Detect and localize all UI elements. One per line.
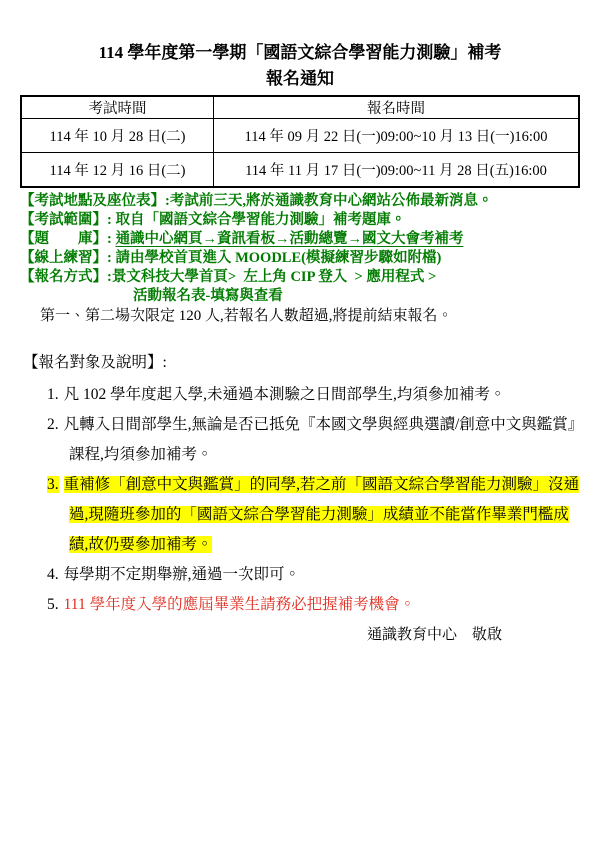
info-label: 【報名方式】: [20,268,112,285]
table-row [21,119,579,153]
item-text-highlighted: 重補修「創意中文與鑑賞」的同學,若之前「國語文綜合學習能力測驗」沒通過,現隨班參加的「國語文綜合學習能力測驗」成績並不能當作畢業門檻成績,故仍要參加補考。 [63,475,580,553]
question-bank-path: 通識中心網頁→資訊看板→活動總覽→國文大會考補考 [115,230,464,247]
item-number: 3. [47,475,59,493]
info-label: 【題 庫】: [20,230,116,247]
info-line-registration-method [20,268,580,287]
exam-time-cell: 114 年 10 月 28 日(二) [21,119,214,153]
signature: 通識教育中心 敬啟 [366,626,502,643]
item-number: 1. [47,385,59,403]
title-line-2: 報名通知 [266,69,334,88]
column-header-registration-time: 報名時間 [214,96,580,119]
title-line-1: 114 學年度第一學期「國語文綜合學習能力測驗」補考 [98,43,502,62]
item-text-red: 111 學年度入學的應屆畢業生請務必把握補考機會。 [63,595,416,613]
registration-time-cell: 114 年 11 月 17 日(一)09:00~11 月 28 日(五)16:00 [214,153,580,187]
table-header-row [21,96,579,119]
document-title [20,40,580,92]
info-label: 【考試地點及座位表】: [20,192,170,209]
list-item-highlighted [20,470,580,560]
capacity-note: 第一、第二場次限定 120 人,若報名人數超過,將提前結束報名。 [40,307,453,324]
registration-time-cell: 114 年 09 月 22 日(一)09:00~10 月 13 日(一)16:00 [214,119,580,153]
column-header-exam-time: 考試時間 [21,96,214,119]
item-number: 5. [47,595,59,613]
info-text: 請由學校首頁進入 MOODLE(模擬練習步驟如附檔) [115,249,442,266]
info-text: 活動報名表-填寫與查看 [133,287,283,304]
info-line-registration-method-cont [20,287,580,306]
info-text: 取自「國語文綜合學習能力測驗」補考題庫。 [115,211,406,228]
info-text: 景文科技大學首頁> 左上角 CIP 登入 > 應用程式 > [111,268,437,285]
list-item-alert [20,590,580,620]
item-number: 4. [47,565,59,583]
info-line-online-practice [20,249,580,268]
item-text: 每學期不定期舉辦,通過一次即可。 [63,565,301,583]
item-number: 2. [47,415,59,433]
info-text: 考試前三天,將於通識教育中心網站公佈最新消息。 [169,192,493,209]
registration-item-list [20,380,580,620]
info-line-scope [20,211,580,230]
list-item [20,380,580,410]
registration-info-heading: 【報名對象及說明】: [23,353,167,371]
schedule-table [20,95,580,188]
table-row [21,153,579,187]
info-line-question-bank [20,230,580,249]
exam-info-section [20,192,580,306]
item-text: 凡轉入日間部學生,無論是否已抵免『本國文學與經典選讀/創意中文與鑑賞』課程,均須參加補考。 [63,415,576,463]
info-label: 【線上練習】: [20,249,116,266]
exam-time-cell: 114 年 12 月 16 日(二) [21,153,214,187]
info-label: 【考試範圍】: [20,211,116,228]
list-item [20,410,580,470]
item-text: 凡 102 學年度起入學,未通過本測驗之日間部學生,均須參加補考。 [63,385,506,403]
info-line-location [20,192,580,211]
list-item [20,560,580,590]
